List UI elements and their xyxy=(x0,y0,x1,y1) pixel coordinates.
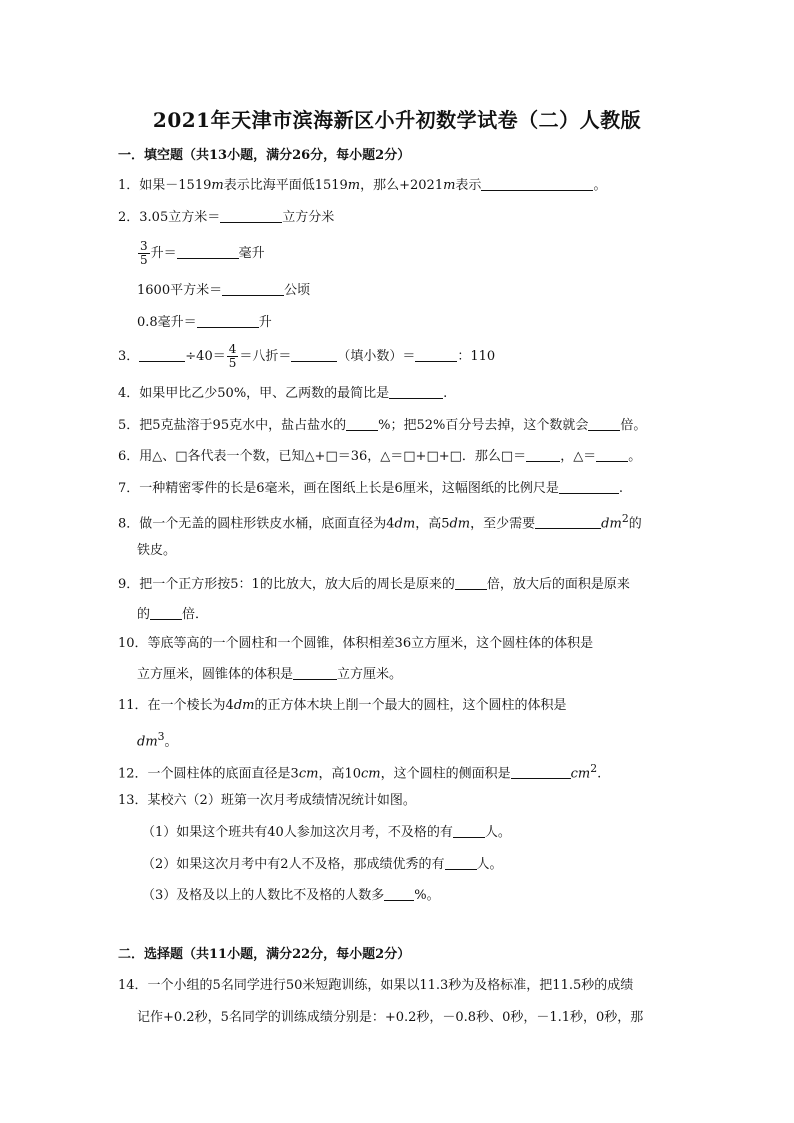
question-9-line-1: 9．把一个正方形按5：1的比放大，放大后的周长是原来的 倍，放大后的面积是原来 xyxy=(118,577,630,592)
question-13-sub-2: （2）如果这次月考中有2人不及格，那成绩优秀的有 人。 xyxy=(142,857,503,872)
question-11-line-2: $dm^3$。 xyxy=(137,730,178,750)
question-3: 3． ÷40＝ $\frac{4}{5}$ ＝八折＝ （填小数）＝ ：110 xyxy=(118,342,496,370)
answer-blank[interactable] xyxy=(445,855,477,870)
fraction-three-fifths: $\frac{3}{5}$ xyxy=(140,239,148,267)
question-9-line-2: 的 倍． xyxy=(137,607,209,622)
answer-blank[interactable] xyxy=(535,514,601,529)
answer-blank[interactable] xyxy=(559,479,619,494)
fraction-four-fifths: $\frac{4}{5}$ xyxy=(228,342,237,370)
question-10-line-1: 10．等底等高的一个圆柱和一个圆锥，体积相差36立方厘米，这个圆柱体的体积是 xyxy=(118,636,594,651)
answer-blank[interactable] xyxy=(220,208,282,223)
section-header-fill-in: 一．填空题（共13小题，满分26分，每小题2分） xyxy=(118,148,411,163)
question-2-line-4: 0.8毫升＝ 升 xyxy=(137,315,272,330)
question-13-sub-1: （1）如果这个班共有40人参加这次月考，不及格的有 人。 xyxy=(142,825,511,840)
question-13-sub-3: （3）及格及以上的人数比不及格的人数多 %。 xyxy=(142,888,440,903)
question-11-line-1: 11．在一个棱长为4dm的正方体木块上削一个最大的圆柱，这个圆柱的体积是 xyxy=(118,698,567,713)
question-10-line-2: 立方厘米，圆锥体的体积是 立方厘米。 xyxy=(137,667,403,682)
answer-blank[interactable] xyxy=(588,416,620,431)
answer-blank[interactable] xyxy=(389,384,443,399)
question-2-line-1: 2．3.05立方米＝ 立方分米 xyxy=(118,210,335,225)
answer-blank[interactable] xyxy=(384,886,414,901)
answer-blank[interactable] xyxy=(291,347,337,362)
question-2-line-3: 1600平方米＝ 公顷 xyxy=(137,283,311,298)
answer-blank[interactable] xyxy=(596,447,628,462)
question-13-stem: 13．某校六（2）班第一次月考成绩情况统计如图。 xyxy=(118,793,416,808)
section-header-choice: 二．选择题（共11小题，满分22分，每小题2分） xyxy=(118,947,411,962)
answer-blank[interactable] xyxy=(177,244,239,259)
question-6: 6．用△、□各代表一个数，已知△+□＝36，△＝□+□+□．那么□＝ ，△＝ 。 xyxy=(118,449,642,464)
answer-blank[interactable] xyxy=(455,575,487,590)
question-12: 12．一个圆柱体的底面直径是3cm，高10cm，这个圆柱的侧面积是 $cm^2$. xyxy=(118,762,602,782)
question-14-line-2: 记作+0.2秒，5名同学的训练成绩分别是：+0.2秒，－0.8秒、0秒，－1.1秒，0秒，那 xyxy=(137,1010,644,1025)
question-7: 7．一种精密零件的长是6毫米，画在图纸上长是6厘米，这幅图纸的比例尺是 . xyxy=(118,481,623,496)
answer-blank[interactable] xyxy=(453,823,485,838)
question-8-line-2: 铁皮。 xyxy=(137,543,177,558)
answer-blank[interactable] xyxy=(293,665,337,680)
question-5: 5．把5克盐溶于95克水中，盐占盐水的 %；把52%百分号去掉，这个数就会 倍。 xyxy=(118,418,647,433)
answer-blank[interactable] xyxy=(346,416,378,431)
question-2-line-2: $\frac{3}{5}$ 升＝ 毫升 xyxy=(140,239,265,267)
answer-blank[interactable] xyxy=(526,447,560,462)
answer-blank[interactable] xyxy=(197,313,259,328)
question-4: 4．如果甲比乙少50%，甲、乙两数的最简比是 . xyxy=(118,386,448,401)
question-14-line-1: 14．一个小组的5名同学进行50米短跑训练，如果以11.3秒为及格标准，把11.5秒的成绩 xyxy=(118,978,634,993)
answer-blank[interactable] xyxy=(139,347,185,362)
answer-blank[interactable] xyxy=(150,605,182,620)
question-1: 1．如果－1519m表示比海平面低1519m，那么+2021m表示 。 xyxy=(118,178,607,193)
answer-blank[interactable] xyxy=(415,347,457,362)
answer-blank[interactable] xyxy=(511,764,571,779)
question-8-line-1: 8．做一个无盖的圆柱形铁皮水桶，底面直径为4dm，高5dm，至少需要 $dm^2$的 xyxy=(118,512,642,532)
exam-title: 2021年天津市滨海新区小升初数学试卷（二）人教版 xyxy=(152,108,642,132)
answer-blank[interactable] xyxy=(222,281,284,296)
answer-blank[interactable] xyxy=(481,176,593,191)
